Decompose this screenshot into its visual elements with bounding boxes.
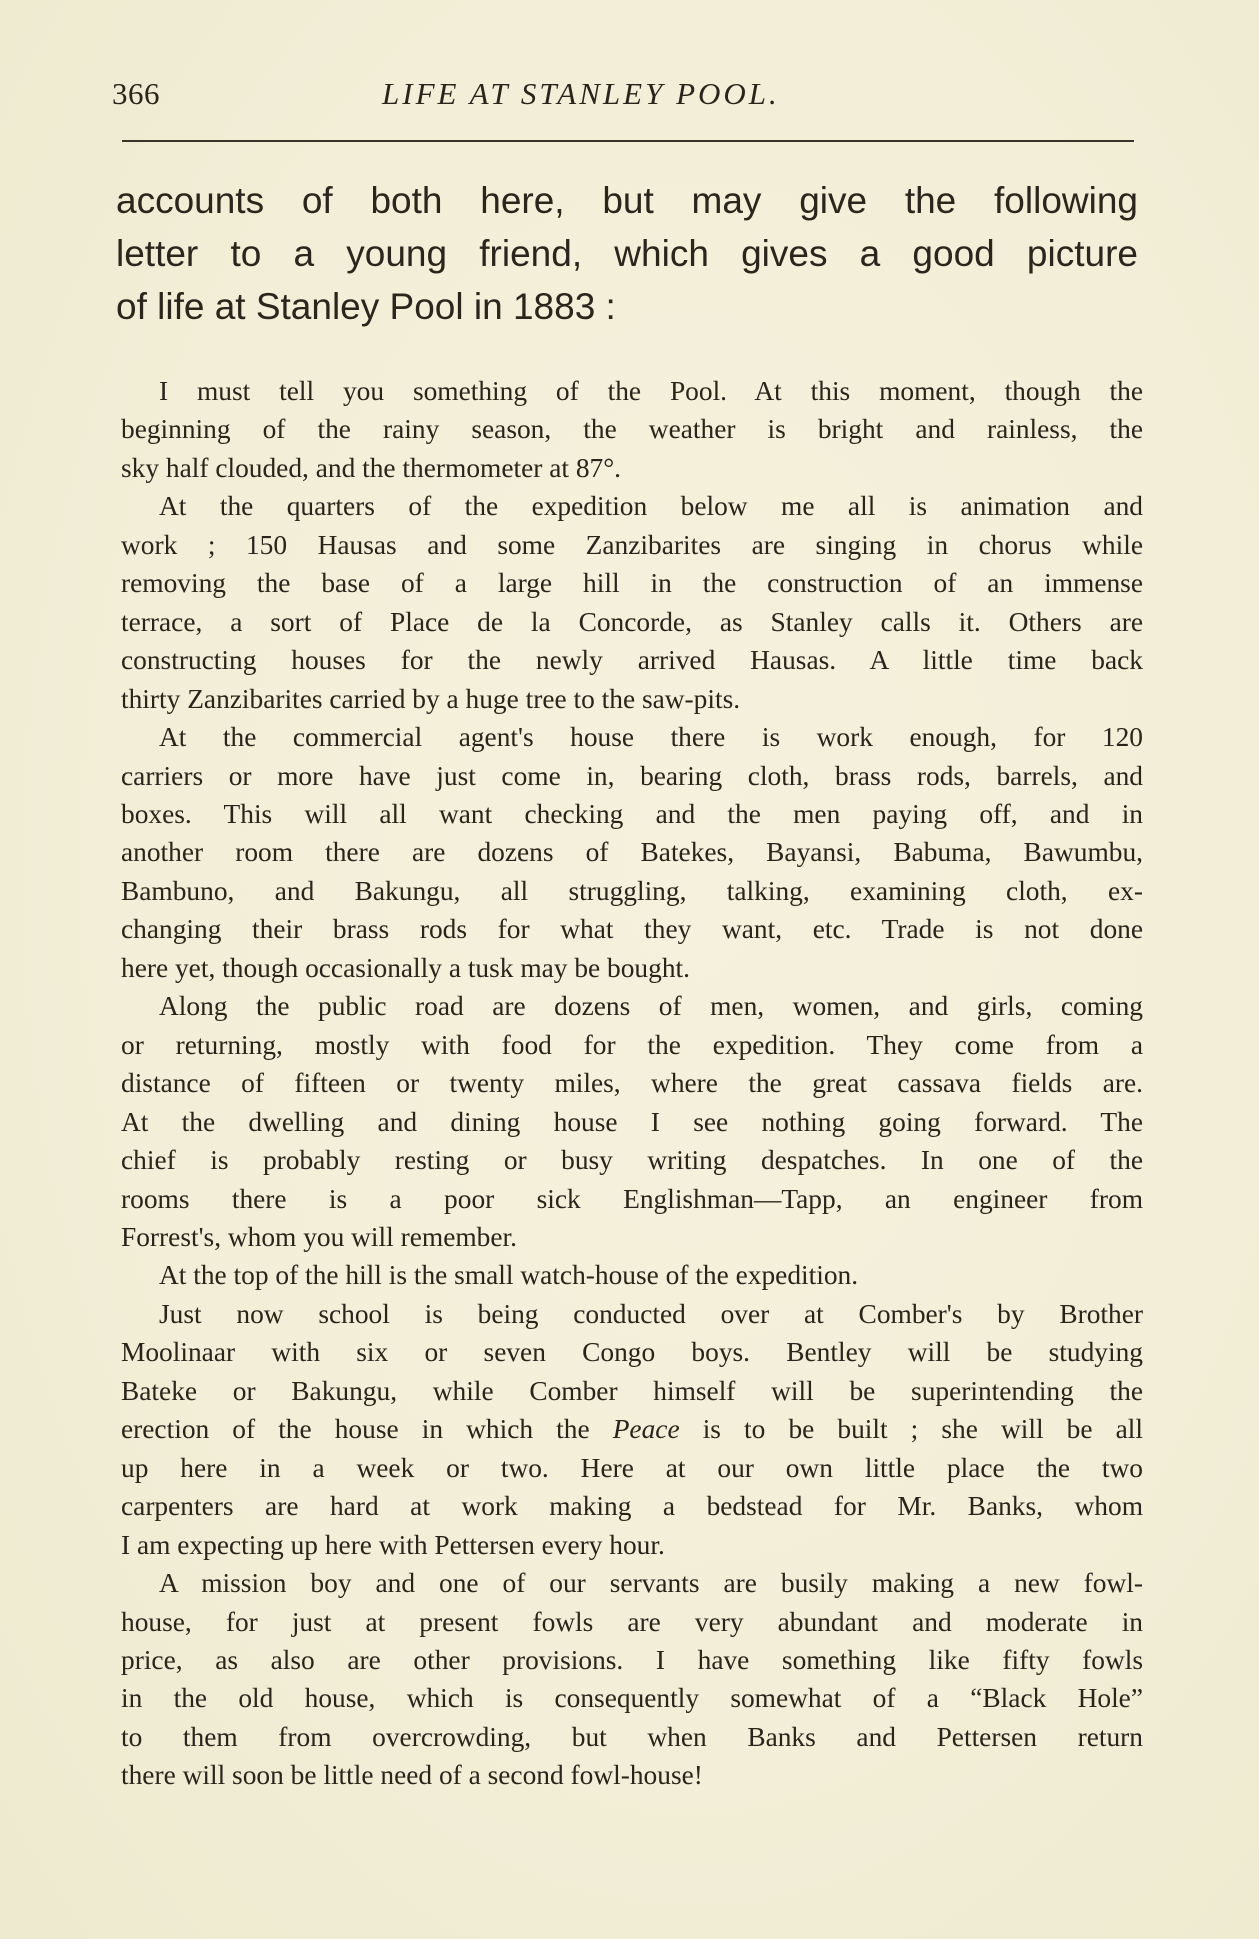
letter-line: At the dwelling and dining house I see nothing going forward. The [121, 1106, 1143, 1137]
intro-paragraph [116, 174, 1138, 333]
letter-line: Bateke or Bakungu, while Comber himself will be superintending the [121, 1375, 1143, 1406]
letter-text [121, 372, 1143, 1795]
letter-line: boxes. This will all want checking and the men paying off, and in [121, 798, 1143, 829]
letter-line: or returning, mostly with food for the expedition. They come from a [121, 1029, 1143, 1060]
letter-line: Bambuno, and Bakungu, all struggling, talking, examining cloth, ex- [121, 875, 1143, 906]
running-head [112, 76, 1150, 116]
letter-line: there will soon be little need of a second fowl-house! [121, 1760, 703, 1791]
letter-line: rooms there is a poor sick Englishman—Tapp, an engineer from [121, 1183, 1143, 1214]
letter-line: up here in a week or two. Here at our own little place the two [121, 1452, 1143, 1483]
letter-text-run: erection of the house in which the [121, 1414, 613, 1445]
letter-line: constructing houses for the newly arrived Hausas. A little time back [121, 645, 1143, 676]
letter-line: Just now school is being conducted over at Comber's by Brother [159, 1298, 1143, 1329]
letter-line: carpenters are hard at work making a bedstead for Mr. Banks, whom [121, 1491, 1143, 1522]
running-title: LIFE AT STANLEY POOL. [382, 76, 780, 111]
letter-line: price, as also are other provisions. I have something like fifty fowls [121, 1644, 1143, 1675]
letter-line: Forrest's, whom you will remember. [121, 1221, 517, 1252]
page-number: 366 [112, 76, 160, 111]
letter-line [121, 1410, 1143, 1448]
letter-line: to them from overcrowding, but when Banks and Pettersen return [121, 1721, 1143, 1752]
letter-line: thirty Zanzibarites carried by a huge tree to the saw-pits. [121, 683, 741, 714]
letter-line: I am expecting up here with Pettersen every hour. [121, 1529, 665, 1560]
ship-name-peace: Peace [612, 1414, 680, 1445]
letter-line: terrace, a sort of Place de la Concorde, as Stanley calls it. Others are [121, 606, 1143, 637]
letter-line: At the commercial agent's house there is work enough, for 120 [159, 722, 1143, 753]
letter-line: I must tell you something of the Pool. At this moment, though the [159, 376, 1143, 406]
letter-line: sky half clouded, and the thermometer at 87°. [121, 452, 622, 483]
letter-line: At the top of the hill is the small watch-house of the expedition. [159, 1260, 859, 1291]
intro-line: accounts of both here, but may give the following [116, 180, 1138, 221]
letter-line: distance of fifteen or twenty miles, where the great cassava fields are. [121, 1068, 1143, 1099]
letter-line: Moolinaar with six or seven Congo boys. Bentley will be studying [121, 1337, 1143, 1368]
letter-line: chief is probably resting or busy writing despatches. In one of the [121, 1145, 1143, 1176]
letter-text-run: is to be built ; she will be all [679, 1414, 1143, 1445]
letter-line: in the old house, which is consequently somewhat of a “Black Hole” [121, 1683, 1143, 1714]
header-rule [122, 140, 1134, 142]
letter-line: work ; 150 Hausas and some Zanzibarites are singing in chorus while [121, 529, 1143, 560]
letter-line: carriers or more have just come in, bearing cloth, brass rods, barrels, and [121, 760, 1143, 791]
letter-line: At the quarters of the expedition below me all is animation and [159, 491, 1143, 522]
letter-line: another room there are dozens of Batekes, Bayansi, Babuma, Bawumbu, [121, 837, 1143, 868]
letter-line: removing the base of a large hill in the construction of an immense [121, 568, 1143, 599]
letter-line: beginning of the rainy season, the weather is bright and rainless, the [121, 414, 1143, 445]
intro-line: letter to a young friend, which gives a good picture [116, 233, 1138, 274]
letter-line: house, for just at present fowls are very abundant and moderate in [121, 1606, 1143, 1637]
letter-line: A mission boy and one of our servants are busily making a new fowl- [159, 1568, 1143, 1599]
letter-line: Along the public road are dozens of men, women, and girls, coming [159, 991, 1143, 1022]
intro-line: of life at Stanley Pool in 1883 : [116, 286, 616, 327]
letter-line: here yet, though occasionally a tusk may be bought. [121, 952, 690, 983]
letter-line: changing their brass rods for what they want, etc. Trade is not done [121, 914, 1143, 945]
